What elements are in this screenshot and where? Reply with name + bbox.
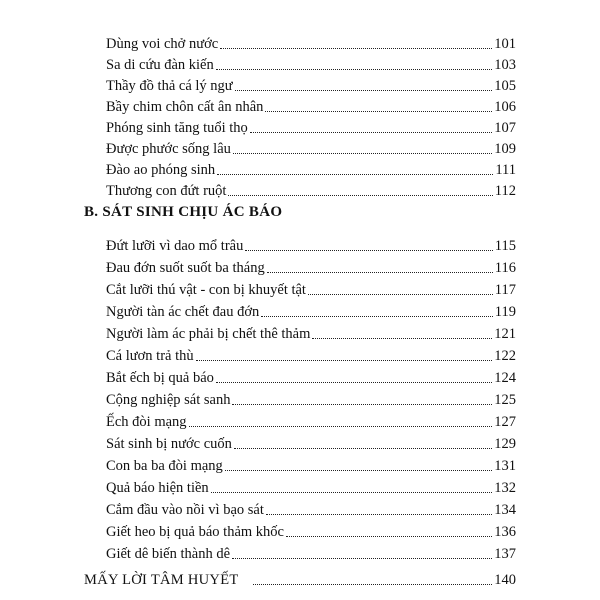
dot-leader [228, 195, 492, 196]
toc-entry[interactable] [106, 386, 516, 408]
toc-entry[interactable] [106, 156, 516, 178]
toc-entry-title: Đào ao phóng sinh [106, 162, 216, 178]
toc-entry[interactable] [106, 320, 516, 342]
toc-entry-page: 129 [494, 436, 516, 452]
toc-entry-title: Người làm ác phải bị chết thê thảm [106, 326, 311, 342]
toc-entry[interactable] [106, 474, 516, 496]
toc-entry[interactable] [106, 364, 516, 386]
dot-leader [235, 90, 493, 91]
toc-entry[interactable] [106, 540, 516, 562]
toc-entry-title: Bắt ếch bị quả báo [106, 370, 214, 386]
toc-entry-title: Sát sinh bị nước cuốn [106, 436, 232, 452]
toc-entry[interactable] [106, 430, 516, 452]
toc-entry-title: Đau đớn suốt suốt ba tháng [106, 260, 265, 276]
toc-entry[interactable] [106, 342, 516, 364]
toc-entry-title: Giết dê biến thành dê [106, 546, 231, 562]
toc-entry[interactable] [106, 135, 516, 157]
toc-entry-title: MẤY LỜI TÂM HUYẾT [84, 572, 239, 588]
toc-entry-page: 119 [494, 304, 516, 320]
toc-entry-page: 122 [494, 348, 516, 364]
dot-leader [225, 470, 492, 471]
dot-leader [245, 250, 492, 251]
toc-entry-title: Thầy đồ thả cá lý ngư [106, 78, 233, 94]
toc-entry[interactable] [106, 518, 516, 540]
toc-entry-title: Cá lươn trả thù [106, 348, 194, 364]
toc-entry-title: Cộng nghiệp sát sanh [106, 392, 231, 408]
toc-entry[interactable] [106, 51, 516, 73]
dot-leader [266, 514, 492, 515]
toc-entry-final[interactable] [84, 566, 516, 588]
toc-entry-page: 105 [494, 78, 516, 94]
toc-entry-page: 116 [494, 260, 516, 276]
dot-leader [217, 174, 493, 175]
toc-entry-title: Con ba ba đòi mạng [106, 458, 223, 474]
dot-leader [216, 69, 493, 70]
toc-entry-title: Thương con đứt ruột [106, 183, 227, 199]
dot-leader [234, 448, 492, 449]
toc-entry-title: Cắt lưỡi thú vật - con bị khuyết tật [106, 282, 306, 298]
dot-leader [220, 48, 492, 49]
dot-leader [233, 153, 492, 154]
dot-leader [232, 404, 492, 405]
toc-entry-page: 109 [494, 141, 516, 157]
toc-entry-page: 137 [494, 546, 516, 562]
toc-entry-title: Giết heo bị quả báo thảm khốc [106, 524, 284, 540]
toc-entry-page: 117 [494, 282, 516, 298]
toc-entry-title: Cắm đầu vào nồi vì bạo sát [106, 502, 264, 518]
toc-entry-title: Dùng voi chở nước [106, 36, 219, 52]
toc-entry[interactable] [106, 30, 516, 52]
toc-entry-title: Sa di cứu đàn kiến [106, 57, 214, 73]
dot-leader [253, 584, 493, 585]
toc-entry-title: Ếch đòi mạng [106, 414, 187, 430]
toc-entry-title: Phóng sinh tăng tuổi thọ [106, 120, 248, 136]
toc-entry[interactable] [106, 408, 516, 430]
dot-leader [250, 132, 492, 133]
toc-entry-page: 125 [494, 392, 516, 408]
toc-entry[interactable] [106, 496, 516, 518]
toc-entry-page: 134 [494, 502, 516, 518]
toc-entry-page: 124 [494, 370, 516, 386]
section-heading: B. SÁT SINH CHỊU ÁC BÁO [84, 204, 283, 220]
dot-leader [286, 536, 492, 537]
toc-entry-page: 127 [494, 414, 516, 430]
toc-entry-title: Đứt lưỡi vì dao mổ trâu [106, 238, 244, 254]
dot-leader [211, 492, 493, 493]
toc-entry-page: 103 [494, 57, 516, 73]
dot-leader [232, 558, 492, 559]
toc-entry-title: Được phước sống lâu [106, 141, 231, 157]
toc-entry-page: 140 [494, 572, 516, 588]
toc-entry-page: 121 [494, 326, 516, 342]
dot-leader [196, 360, 493, 361]
toc-entry[interactable] [106, 177, 516, 199]
toc-entry[interactable] [106, 276, 516, 298]
toc-entry-page: 132 [494, 480, 516, 496]
toc-entry-page: 107 [494, 120, 516, 136]
toc-entry-title: Bầy chim chôn cất ân nhân [106, 99, 264, 115]
toc-entry-title: Người tàn ác chết đau đớn [106, 304, 260, 320]
toc-entry[interactable] [106, 72, 516, 94]
toc-entry-page: 115 [494, 238, 516, 254]
dot-leader [308, 294, 493, 295]
toc-entry[interactable] [106, 93, 516, 115]
toc-entry-page: 101 [494, 36, 516, 52]
toc-entry-page: 111 [495, 162, 516, 178]
dot-leader [265, 111, 492, 112]
toc-entry[interactable] [106, 232, 516, 254]
toc-entry-page: 106 [494, 99, 516, 115]
dot-leader [216, 382, 492, 383]
dot-leader [189, 426, 493, 427]
dot-leader [267, 272, 493, 273]
toc-entry[interactable] [106, 452, 516, 474]
toc-entry-page: 112 [494, 183, 516, 199]
toc-entry-title: Quả báo hiện tiền [106, 480, 209, 496]
toc-entry-page: 136 [494, 524, 516, 540]
dot-leader [261, 316, 493, 317]
toc-entry[interactable] [106, 254, 516, 276]
dot-leader [312, 338, 492, 339]
toc-entry[interactable] [106, 298, 516, 320]
toc-entry-page: 131 [494, 458, 516, 474]
toc-entry[interactable] [106, 114, 516, 136]
